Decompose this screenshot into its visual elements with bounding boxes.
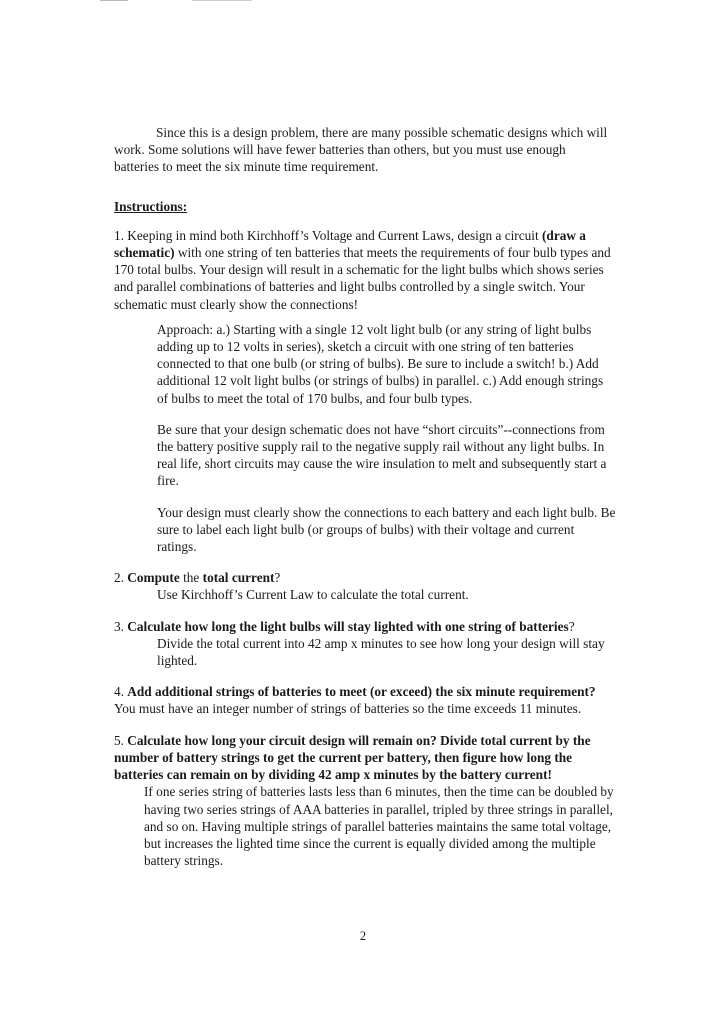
item-5-detail: If one series string of batteries lasts less than 6 minutes, then the time can be doubled by having two series strings of AAA batteries in parallel, tripled by three strings in parallel, and so on. Having multiple strings of parallel batteries maintains the same total voltage, but increases the lighted time since the current is equally divided among the multiple battery strings. — [144, 784, 614, 869]
instructions-heading: Instructions: — [114, 198, 188, 214]
approach-paragraph: Approach: a.) Starting with a single 12 volt light bulb (or any string of light bulbs adding up to 12 volts in series), sketch a circuit with one string of ten batteries connected to that one bulb (or string of bulbs). Be sure to include a switch! b.) Add additional 12 volt light bulbs (or strings of bulbs) in parallel. c.) Add enough strings of bulbs to meet the total of 170 bulbs, and four bulb types. — [157, 321, 604, 406]
item-5-bold: Calculate how long your circuit design will remain on? Divide total current by the number of battery strings to get the current per battery, then figure how long the batteries can remain on by dividing 42 amp x minutes by the battery current! — [114, 732, 591, 783]
instruction-item-1 — [114, 227, 612, 313]
item-3-number: 3. — [114, 618, 128, 634]
item-3-end: ? — [568, 618, 575, 634]
item-5-line — [114, 732, 612, 784]
item-3-detail: Divide the total current into 42 amp x minutes to see how long your design will stay lighted. — [157, 635, 605, 669]
item-2-detail: Use Kirchhoff’s Current Law to calculate the total current. — [157, 587, 469, 603]
instruction-item-3 — [114, 618, 612, 670]
instruction-item-4 — [114, 683, 612, 717]
short-circuit-note: Be sure that your design schematic does not have “short circuits”--connections from the battery positive supply rail to the negative supply rail without any light bulbs. In real life, short circuits may cause the wire insulation to melt and subsequently start a fire. — [157, 421, 607, 489]
item-4-number: 4. — [114, 684, 128, 700]
item-4-rest: You must have an integer number of strings of batteries so the time exceeds 11 minutes. — [114, 701, 582, 717]
item-2-rest: the — [179, 570, 203, 586]
item-3-bold: Calculate how long the light bulbs will stay lighted with one string of batteries — [127, 618, 569, 634]
item-1-rest: with one string of ten batteries that meets the requirements of four bulb types and 170 total bulbs. Your design will result in a schematic for the light bulbs which shows series and parallel combinations of batteries and light bulbs controlled by a single switch. Your schematic must clearly show the connections! — [114, 245, 611, 312]
item-2-bold-2: total current — [202, 570, 275, 586]
intro-paragraph: Since this is a design problem, there are many possible schematic designs which will work. Some solutions will have fewer batteries than others, but you must use enough batteries to meet the six minute time requirement. — [114, 125, 608, 175]
item-4-bold: Add additional strings of batteries to meet (or exceed) the six minute requirement? — [127, 684, 596, 700]
scan-artifact-right — [192, 0, 252, 1]
document-page — [114, 124, 616, 869]
item-1-lead: 1. Keeping in mind both Kirchhoff’s Voltage and Current Laws, design a circuit — [114, 227, 542, 243]
item-3-line — [114, 618, 612, 635]
instruction-item-5 — [114, 732, 612, 870]
item-1-bold: (draw a schematic) — [114, 227, 586, 261]
scan-artifact-left — [100, 0, 128, 1]
instruction-item-2 — [114, 569, 612, 603]
item-2-end: ? — [274, 570, 281, 586]
item-2-number: 2. — [114, 570, 128, 586]
page-number: 2 — [359, 929, 367, 943]
item-2-line — [114, 569, 612, 586]
item-2-bold: Compute — [127, 570, 180, 586]
label-note: Your design must clearly show the connections to each battery and each light bulb. Be sure to label each light bulb (or groups of bulbs) with their voltage and current ratings. — [157, 504, 616, 555]
item-5-number: 5. — [114, 732, 128, 748]
